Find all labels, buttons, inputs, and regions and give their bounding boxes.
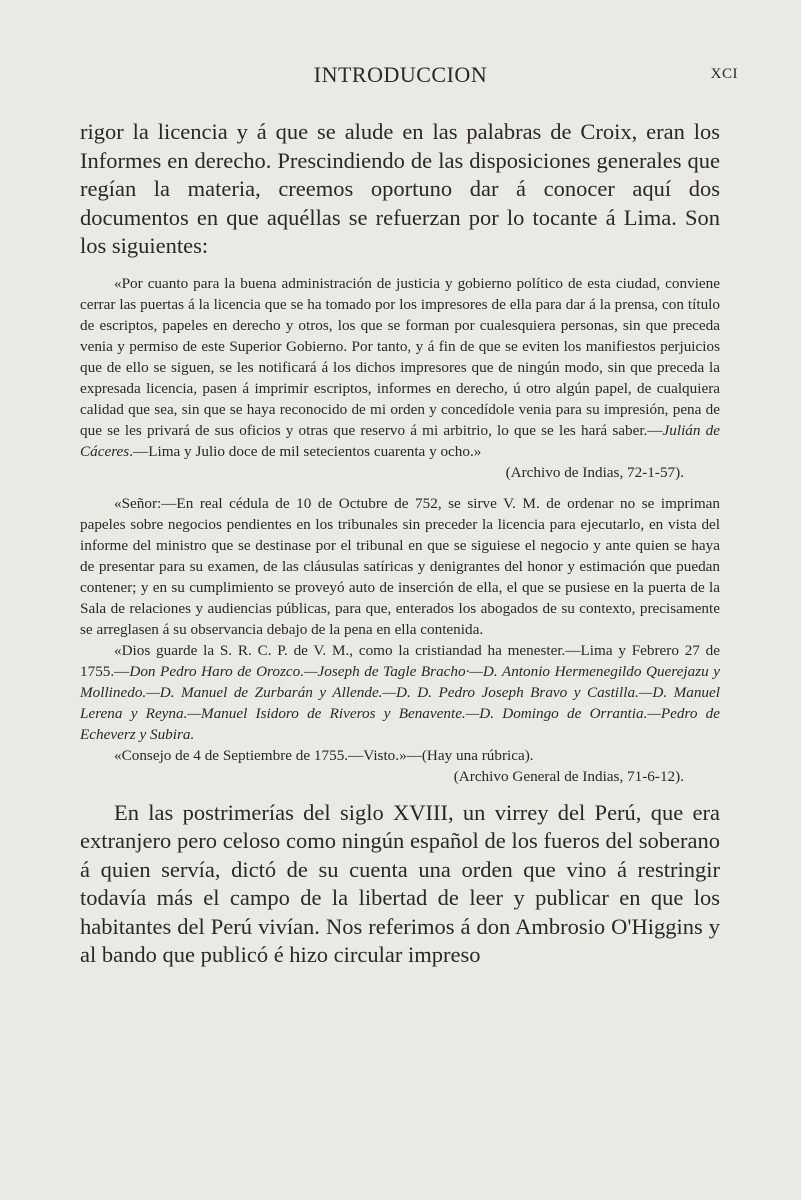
- letter-1755-date: «Dios guarde la S. R. C. P. de V. M., como la cristiandad ha menester.—Lima y Febrero 27 de 1755.—: [80, 641, 720, 680]
- text-body: [80, 118, 720, 970]
- running-title: INTRODUCCION: [313, 62, 488, 87]
- decree-1748-closing: .—Lima y Julio doce de mil setecientos cuarenta y ocho.»: [129, 442, 482, 460]
- archive-citation-1: (Archivo de Indias, 72-1-57).: [505, 463, 684, 481]
- intro-paragraph: rigor la licencia y á que se alude en las palabras de Croix, eran los Informes en derecho. Prescindiendo de las disposiciones generales que regían la materia, creemos oportuno dar á conocer aquí dos documentos en que aquéllas se refuerzan por lo tocante á Lima. Son los siguientes:: [80, 119, 720, 258]
- letter-1755-signatories: Don Pedro Haro de Orozco.—Joseph de Tagle Bracho·—D. Antonio Hermenegildo Querejazu y Mollinedo.—D. Manuel de Zurbarán y Allende.—D. D. Pedro Joseph Bravo y Castilla.—D. Manuel Lerena y Reyna.—Manuel Isidoro de Riveros y Benavente.—D. Domingo de Orrantia.—Pedro de Echeverz y Subira.: [80, 662, 720, 743]
- page-number: XCI: [710, 66, 738, 82]
- letter-1755-closing: [80, 640, 720, 745]
- decree-1748-text: «Por cuanto para la buena administración de justicia y gobierno político de esta ciudad, conviene cerrar las puertas á la licencia que se ha tomado por los impresores de ella para dar á la prensa, con título de escriptos, papeles en derecho y otros, los que se forman por cualesquiera personas, sin que preceda venia y permiso de este Superior Gobierno. Por tanto, y á fin de que se eviten los manifiestos perjuicios que de ello se siguen, se les notificará á los dichos impresores que de ningún modo, sin que preceda la expresada licencia, pasen á imprimir escriptos, informes en derecho, ú otro algún papel, de cualquiera calidad que sea, sin que se haya reconocido de mi orden y concedídole venia para su impresión, pena de que se les privará de sus oficios y otras que reservo á mi arbitrio, lo que se les hará saber.—: [80, 274, 720, 439]
- letter-1755-quote: «Señor:—En real cédula de 10 de Octubre de 752, se sirve V. M. de ordenar no se impriman papeles sobre negocios pendientes en los tribunales sin preceder la licencia para ejecutarlo, en vista del informe del ministro que se destinase por el tribunal en que se siguiese el negocio y ante quien se haya de presentar para su examen, de las cláusulas satíricas y denigrantes del honor y estimación que puedan contener; y en su cumplimiento se proveyó auto de inserción de ella, el que se pusiese en la puerta de la Sala de relaciones y audiencias públicas, para que, enterados los abogados de su contexto, precisamente se arreglasen á su observancia debajo de la pena en ella contenida.: [80, 494, 720, 638]
- decree-1748-quote: [80, 273, 720, 462]
- council-note: «Consejo de 4 de Septiembre de 1755.—Visto.»—(Hay una rúbrica).: [114, 746, 534, 764]
- decree-1748-signatory: Julián de Cáceres: [80, 421, 721, 460]
- archive-citation-2: (Archivo General de Indias, 71-6-12).: [453, 767, 684, 785]
- running-head: [0, 62, 801, 88]
- closing-paragraph: En las postrimerías del siglo XVIII, un virrey del Perú, que era extranjero pero celoso como ningún español de los fueros del soberano á quien servía, dictó de su cuenta una orden que vino á restringir todavía más el campo de la libertad de leer y publicar en que los habitantes del Perú vivían. Nos referimos á don Ambrosio O'Higgins y al bando que publicó é hizo circular impreso: [80, 799, 720, 967]
